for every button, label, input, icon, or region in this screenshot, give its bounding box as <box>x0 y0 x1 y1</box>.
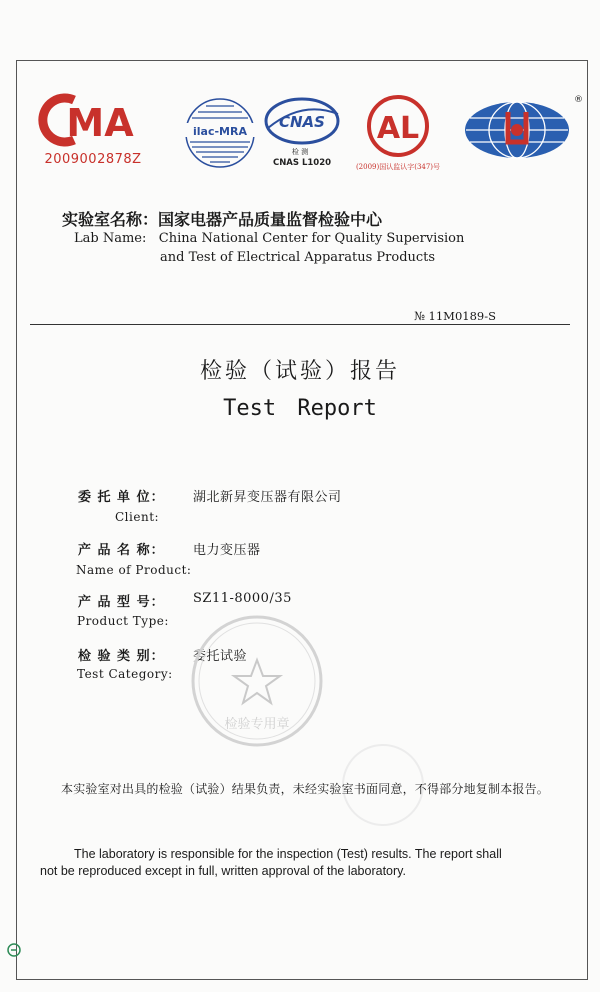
cma-logo-text: MA <box>66 101 134 145</box>
cma-logo <box>34 94 146 146</box>
lab-name-en-line1 <box>74 231 464 246</box>
seal-text: 检验专用章 <box>224 717 290 732</box>
test-category-value: 委托试验 <box>193 649 248 664</box>
report-number: № 11M0189-S <box>414 309 496 323</box>
test-category-label-cn: 检 验 类 别： <box>78 649 165 664</box>
corner-mark-icon <box>6 942 22 958</box>
inspection-seal <box>188 612 326 750</box>
client-label-en: Client: <box>115 510 160 524</box>
lab-name-en-line2: and Test of Electrical Apparatus Products <box>160 250 436 265</box>
lab-name-label: Lab Name: <box>74 231 147 246</box>
notice-cn: 本实验室对出具的检验（试验）结果负责，未经实验室书面同意，不得部分地复制本报告。 <box>61 782 550 796</box>
cnas-logo-text: CNAS <box>279 113 325 131</box>
cma-number: 2009002878Z <box>44 152 142 167</box>
cal-caption: (2009)国认监认字(347)号 <box>355 163 441 171</box>
notice-en-line1: The laboratory is responsible for the inspection (Test) results. The report shall <box>74 847 502 861</box>
test-category-label-en: Test Category: <box>77 667 173 681</box>
cal-logo <box>358 94 438 158</box>
product-type-label-cn: 产 品 型 号： <box>78 595 165 610</box>
product-name-value: 电力变压器 <box>193 543 261 558</box>
product-type-value: SZ11-8000/35 <box>193 591 292 606</box>
client-label-cn: 委 托 单 位： <box>78 490 165 505</box>
registered-mark: ® <box>574 95 583 105</box>
product-type-label-en: Product Type: <box>77 614 169 628</box>
product-name-label-en: Name of Product: <box>76 563 192 577</box>
client-value: 湖北新昇变压器有限公司 <box>193 490 342 505</box>
divider <box>30 324 570 325</box>
report-title-en: Test Report <box>223 396 377 421</box>
document-border <box>16 60 588 980</box>
lab-name-en-value: China National Center for Quality Supervision <box>158 231 465 246</box>
cal-logo-text: AL <box>376 111 420 146</box>
ilac-mra-logo <box>180 96 260 170</box>
cnas-logo <box>260 96 344 146</box>
product-name-label-cn: 产 品 名 称： <box>78 543 165 558</box>
cnas-number: CNAS L1020 <box>272 158 332 168</box>
globe-certification-logo <box>462 92 582 162</box>
cnas-sub-label: 检 测 <box>291 148 309 156</box>
lab-name-cn: 实验室名称：国家电器产品质量监督检验中心 <box>62 210 383 229</box>
notice-en-line2: not be reproduced except in full, written approval of the laboratory. <box>40 864 406 878</box>
ilac-logo-text: ilac-MRA <box>193 125 247 138</box>
notice-en <box>40 846 570 880</box>
report-title-cn: 检验（试验）报告 <box>199 359 400 384</box>
